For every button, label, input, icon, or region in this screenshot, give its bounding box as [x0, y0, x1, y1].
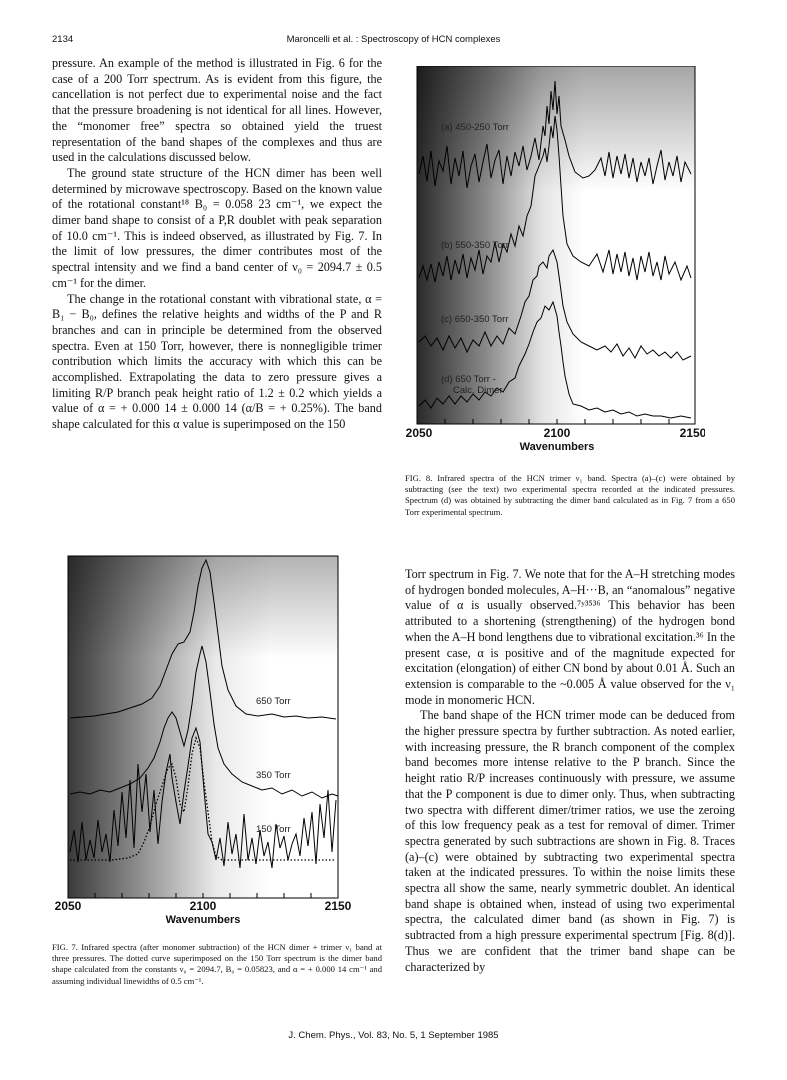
x-tick-label: 2100 [543, 426, 571, 440]
label-b: (b) 550-350 Torr [441, 240, 509, 251]
label-150: 150 Torr [256, 824, 291, 835]
x-tick-label: 2050 [405, 426, 433, 440]
x-axis-label: Wavenumbers [165, 914, 241, 926]
label-d: (d) 650 Torr - [441, 374, 496, 385]
label-c: (c) 650-350 Torr [441, 314, 509, 325]
right-column-text [405, 567, 735, 975]
journal-footer: J. Chem. Phys., Vol. 83, No. 5, 1 September 1985 [288, 1030, 499, 1041]
page-number: 2134 [52, 34, 74, 45]
label-a: (a) 450-250 Torr [441, 122, 509, 133]
fig8-plot [405, 66, 705, 454]
running-title: Maroncelli et al. : Spectroscopy of HCN complexes [286, 34, 501, 45]
plot-shading [68, 556, 338, 898]
figure-7 [52, 542, 352, 939]
x-tick-label: 2150 [679, 426, 705, 440]
label-d2: Calc. Dimer [453, 385, 503, 396]
x-tick-label: 2100 [189, 899, 217, 913]
fig8-caption: FIG. 8. Infrared spectra of the HCN trimer ν₁ band. Spectra (a)–(c) were obtained by subtracting (see the text) two experimental spectra recorded at the indicated pressures. Spectrum (d) was obtained by subtracting the dimer band calculated as in Fig. 7 from a 650 Torr experimental spectrum. [405, 473, 735, 517]
paragraph: The band shape of the HCN trimer mode can be deduced from the higher pressure spectra by further subtraction. As noted earlier, with increasing pressure, the R branch component of the complex band becomes more intense relative to the P branch. Since the height ratio R/P increases continuously with pressure, we assume that the P component is due to dimer only. Thus, when subtracting two spectra with different dimer/trimer ratios, we use the zeroing of this low frequency peak as a test for removal of dimer. Trimer spectra generated by such subtractions are shown in Fig. 8. Traces (a)–(c) were obtained by subtracting two experimental spectra taken at the indicated pressures. To within the noise limits these spectra all show the same, nearly symmetric doublet. An identical band shape is obtained when, instead of using two experimental spectra, the calculated dimer band (as shown in Fig. 7) is subtracted from a high pressure experimental spectrum [Fig. 8(d)]. Thus we are confident that the trimer band shape can be characterized by [405, 708, 735, 974]
paragraph: Torr spectrum in Fig. 7. We note that for the A–H stretching modes of hydrogen bonded molecules, A–H···B, an “anomalous” negative value of α is usually observed.⁷ʸ³⁵³⁶ This behavior has been attributed to a shortening (strengthening) of the hydrogen bond when the A–H bond lengthens due to vibrational excitation.³⁶ In the present case, α is positive and of the magnitude expected for excitation (elongation) of either CN bond by about 0.01 Å. Such an extension is comparable to the ~0.005 Å value observed for the ν₁ mode in monomeric HCN. [405, 567, 735, 707]
x-tick-label: 2150 [324, 899, 352, 913]
x-tick-label: 2050 [54, 899, 82, 913]
x-axis-label: Wavenumbers [519, 441, 595, 453]
label-650: 650 Torr [256, 696, 291, 707]
figure-8 [405, 66, 705, 459]
fig7-plot [52, 542, 352, 934]
paragraph: pressure. An example of the method is illustrated in Fig. 6 for the case of a 200 Torr spectrum. As is evident from this figure, the cancellation is not perfect due to experimental noise and the fact that the pressure broadening is not identical for all lines. However, the “monomer free” spectra so obtained yield the truest representation of the band shapes of the complexes and thus are used in the calculations discussed below. [52, 56, 382, 165]
paragraph: The ground state structure of the HCN dimer has been well determined by microwave spectroscopy. Based on the known value of the rotational constant¹⁸ B₀ = 0.058 23 cm⁻¹, we expect the dimer band shape to consist of a P,R doublet with peak separation of 10.0 cm⁻¹. This is indeed observed, as illustrated by Fig. 7. In the limit of low pressures, the dimer contributes most of the spectral intensity and we find a band center of ν₀ = 2094.7 ± 0.5 cm⁻¹ for the dimer. [52, 165, 382, 290]
paragraph: The change in the rotational constant with vibrational state, α = B₁ − B₀, defines the relative heights and widths of the P and R branches and can in principle be determined from the observed spectra. Even at 150 Torr, however, there is nonnegligible trimer contribution which limits the accuracy with which this can be accomplished. Extrapolating the data to zero pressure gives a limiting R/P branch peak height ratio of 1.2 ± 0.2 which yields a value of α = + 0.000 14 ± 0.000 14 (α/B = + 0.25%). The band shape calculated for this α value is superimposed on the 150 [52, 291, 382, 432]
fig7-caption: FIG. 7. Infrared spectra (after monomer subtraction) of the HCN dimer + trimer ν₁ band at three pressures. The dotted curve superimposed on the 150 Torr spectrum is the dimer band shape calculated from the constants ν₀ = 2094.7, B₀ = 0.05823, and α = + 0.000 14 cm⁻¹ and assuming individual linewidths of 0.5 cm⁻¹. [52, 942, 382, 986]
fig7-axis [55, 899, 352, 926]
fig8-axis [406, 426, 705, 453]
left-column-text [52, 56, 382, 433]
label-350: 350 Torr [256, 770, 291, 781]
